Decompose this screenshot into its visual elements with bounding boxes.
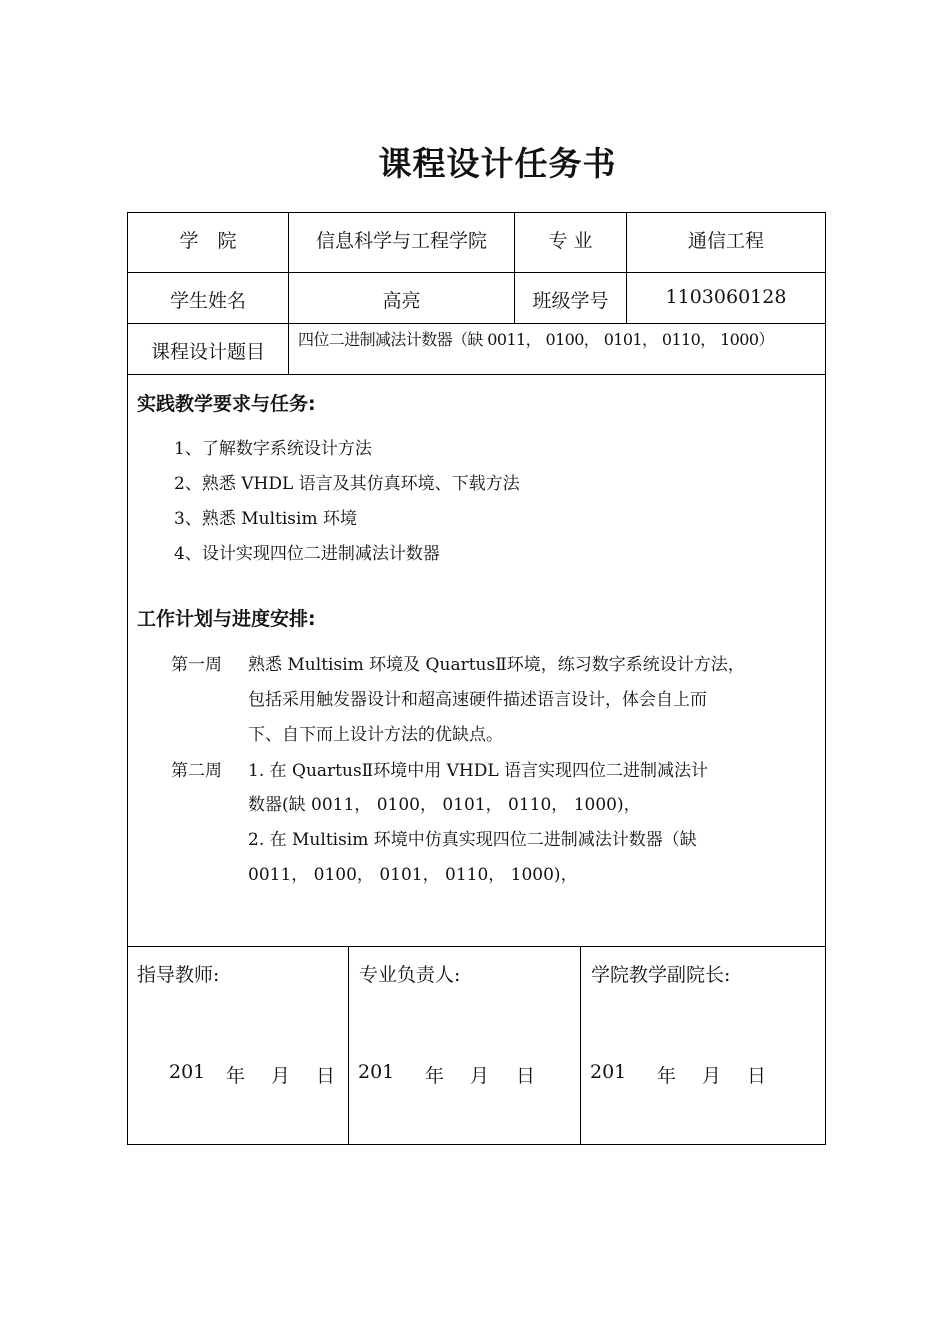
- student-name-label: 学生姓名: [169, 290, 246, 312]
- date-year-char: 年: [425, 1065, 445, 1087]
- requirement-item: 3、熟悉 Multisim 环境: [174, 509, 357, 529]
- date-day-char: 日: [516, 1065, 536, 1087]
- document-title: 课程设计任务书: [378, 144, 617, 183]
- vice-dean-signature-label: 学院教学副院长:: [591, 964, 731, 986]
- plan-heading: 工作计划与进度安排:: [137, 608, 316, 630]
- date-year-char: 年: [657, 1065, 677, 1087]
- date-month-char: 月: [271, 1065, 291, 1087]
- week1-line: 熟悉 Multisim 环境及 QuartusⅡ环境，练习数字系统设计方法，: [248, 655, 745, 675]
- week2-line: 2. 在 Multisim 环境中仿真实现四位二进制减法计数器（缺: [248, 830, 697, 850]
- week1-label: 第一周: [171, 655, 222, 675]
- date-month-char: 月: [470, 1065, 490, 1087]
- topic-value: 四位二进制减法计数器（缺 0011， 0100， 0101， 0110， 1000）: [298, 330, 774, 349]
- topic-label: 课程设计题目: [150, 341, 265, 363]
- week1-line: 下、自下而上设计方法的优缺点。: [248, 725, 503, 745]
- date-year: 201: [169, 1061, 206, 1083]
- date-day-char: 日: [316, 1065, 336, 1087]
- requirements-heading: 实践教学要求与任务:: [137, 393, 316, 415]
- week2-line: 数器(缺 0011， 0100， 0101， 0110， 1000)，: [248, 795, 641, 815]
- date-year: 201: [590, 1061, 627, 1083]
- week2-label: 第二周: [171, 761, 222, 781]
- class-id-label: 班级学号: [532, 290, 609, 312]
- week1-line: 包括采用触发器设计和超高速硬件描述语言设计，体会自上而: [248, 690, 707, 710]
- week2-line: 1. 在 QuartusⅡ环境中用 VHDL 语言实现四位二进制减法计: [248, 761, 709, 781]
- date-month-char: 月: [702, 1065, 722, 1087]
- requirement-item: 4、设计实现四位二进制减法计数器: [174, 544, 440, 564]
- major-head-signature-label: 专业负责人:: [359, 964, 461, 986]
- student-name-value: 高亮: [382, 290, 421, 312]
- date-day-char: 日: [747, 1065, 767, 1087]
- week2-line: 0011， 0100， 0101， 0110， 1000)，: [248, 865, 578, 885]
- class-id-value: 1103060128: [665, 286, 787, 308]
- advisor-signature-label: 指导教师:: [137, 964, 220, 986]
- date-year: 201: [358, 1061, 395, 1083]
- date-year-char: 年: [226, 1065, 246, 1087]
- college-label: 学 院: [179, 230, 237, 252]
- requirement-item: 2、熟悉 VHDL 语言及其仿真环境、下载方法: [174, 474, 520, 494]
- requirement-item: 1、了解数字系统设计方法: [174, 439, 372, 459]
- major-label: 专 业: [548, 230, 593, 252]
- major-value: 通信工程: [687, 230, 764, 252]
- college-value: 信息科学与工程学院: [315, 230, 487, 252]
